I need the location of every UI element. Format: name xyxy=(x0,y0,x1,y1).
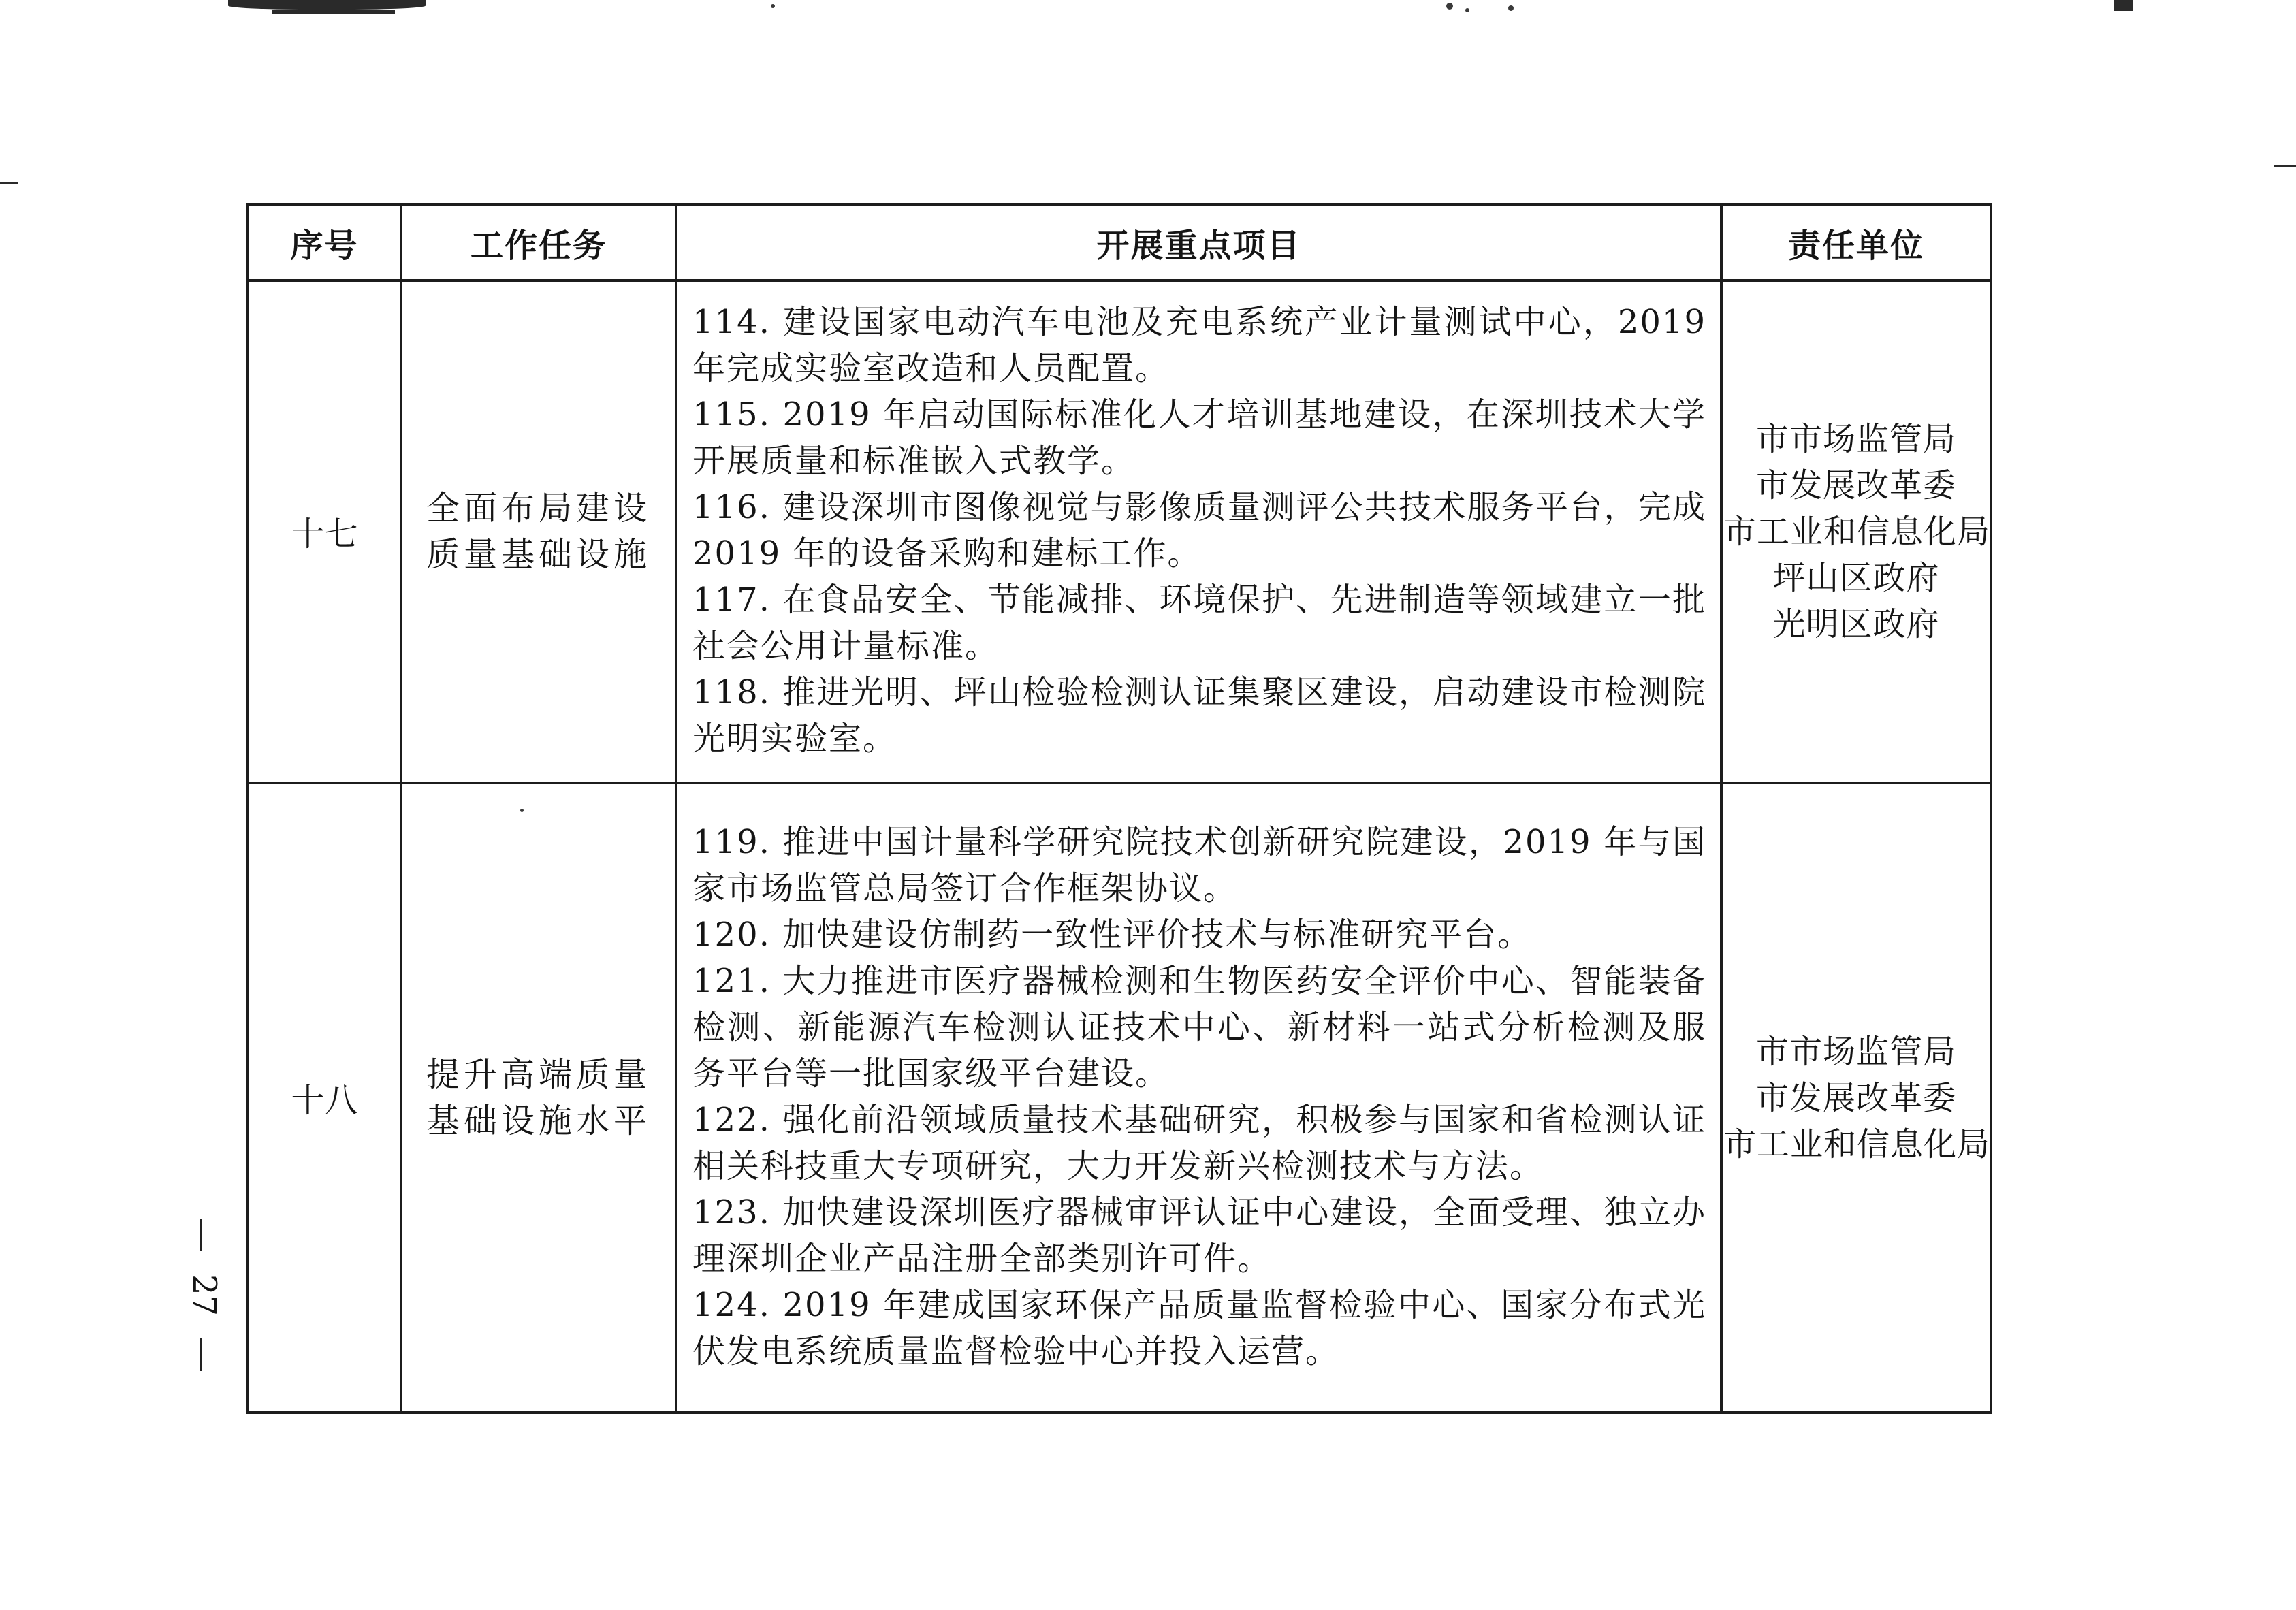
table-header-row xyxy=(248,204,1991,280)
scan-dot-top-4 xyxy=(1508,5,1514,11)
project-item: 115. 2019 年启动国际标准化人才培训基地建设，在深圳技术大学开展质量和标准嵌入式教学。 xyxy=(692,396,1706,480)
row-number: 十八 xyxy=(248,783,401,1413)
project-item: 123. 加快建设深圳医疗器械审评认证中心建设，全面受理、独立办理深圳企业产品注册全部类别许可件。 xyxy=(692,1193,1706,1278)
responsible-unit: 市工业和信息化局 xyxy=(1723,513,1991,551)
page-number-dash-top xyxy=(200,1219,202,1251)
work-task-table xyxy=(246,203,1992,1414)
scan-dot-top xyxy=(771,4,775,8)
scan-dot-top-2 xyxy=(1446,3,1453,10)
page-number xyxy=(184,1219,223,1389)
row-number: 十七 xyxy=(248,280,401,783)
responsible-unit: 市市场监管局 xyxy=(1755,420,1956,458)
scan-mark-top-right xyxy=(2114,0,2133,11)
table-row xyxy=(248,783,1991,1413)
work-task-line: 质量基础设施 xyxy=(426,535,651,574)
table-row xyxy=(248,280,1991,783)
responsible-unit: 光明区政府 xyxy=(1772,605,1940,643)
responsible-unit: 市发展改革委 xyxy=(1755,1078,1956,1117)
work-task-line: 全面布局建设 xyxy=(426,489,651,528)
project-item: 120. 加快建设仿制药一致性评价技术与标准研究平台。 xyxy=(692,915,1532,954)
header-projects: 开展重点项目 xyxy=(676,204,1721,280)
responsible-units xyxy=(1721,783,1991,1413)
project-item: 117. 在食品安全、节能减排、环境保护、先进制造等领域建立一批社会公用计量标准。 xyxy=(692,581,1706,665)
project-item: 119. 推进中国计量科学研究院技术创新研究院建设，2019 年与国家市场监管总局签订合作框架协议。 xyxy=(692,822,1706,907)
scan-mark-top-left xyxy=(228,0,426,10)
work-task xyxy=(401,280,676,783)
key-projects xyxy=(676,783,1721,1413)
project-item: 116. 建设深圳市图像视觉与影像质量测评公共技术服务平台，完成 2019 年的设备采购和建标工作。 xyxy=(692,488,1706,573)
project-item: 118. 推进光明、坪山检验检测认证集聚区建设，启动建设市检测院光明实验室。 xyxy=(692,673,1706,758)
responsible-unit: 市市场监管局 xyxy=(1755,1032,1956,1071)
responsible-units xyxy=(1721,280,1991,783)
scan-dot-top-3 xyxy=(1465,8,1469,12)
project-item: 124. 2019 年建成国家环保产品质量监督检验中心、国家分布式光伏发电系统质量监督检验中心并投入运营。 xyxy=(692,1285,1706,1370)
header-number: 序号 xyxy=(248,204,401,280)
project-item: 114. 建设国家电动汽车电池及充电系统产业计量测试中心，2019 年完成实验室改造和人员配置。 xyxy=(692,303,1706,387)
page-number-dash-bottom xyxy=(200,1338,202,1371)
header-responsible-units: 责任单位 xyxy=(1721,204,1991,280)
work-task-line: 基础设施水平 xyxy=(426,1101,651,1140)
work-task-line: 提升高端质量 xyxy=(426,1054,651,1094)
work-task xyxy=(401,783,676,1413)
header-task: 工作任务 xyxy=(401,204,676,280)
page-number-text: 27 xyxy=(185,1274,223,1317)
responsible-unit: 市发展改革委 xyxy=(1755,466,1956,504)
scan-mark-top-left-2 xyxy=(272,10,395,14)
scan-mark-left-edge xyxy=(0,182,18,184)
project-item: 122. 强化前沿领域质量技术基础研究，积极参与国家和省检测认证相关科技重大专项研究，大力开发新兴检测技术与方法。 xyxy=(692,1100,1706,1185)
project-item: 121. 大力推进市医疗器械检测和生物医药安全评价中心、智能装备检测、新能源汽车检测认证技术中心、新材料一站式分析检测及服务平台等一批国家级平台建设。 xyxy=(692,961,1706,1093)
responsible-unit: 市工业和信息化局 xyxy=(1723,1125,1991,1163)
scan-mark-right-edge xyxy=(2274,165,2296,167)
key-projects xyxy=(676,280,1721,783)
responsible-unit: 坪山区政府 xyxy=(1772,559,1940,597)
